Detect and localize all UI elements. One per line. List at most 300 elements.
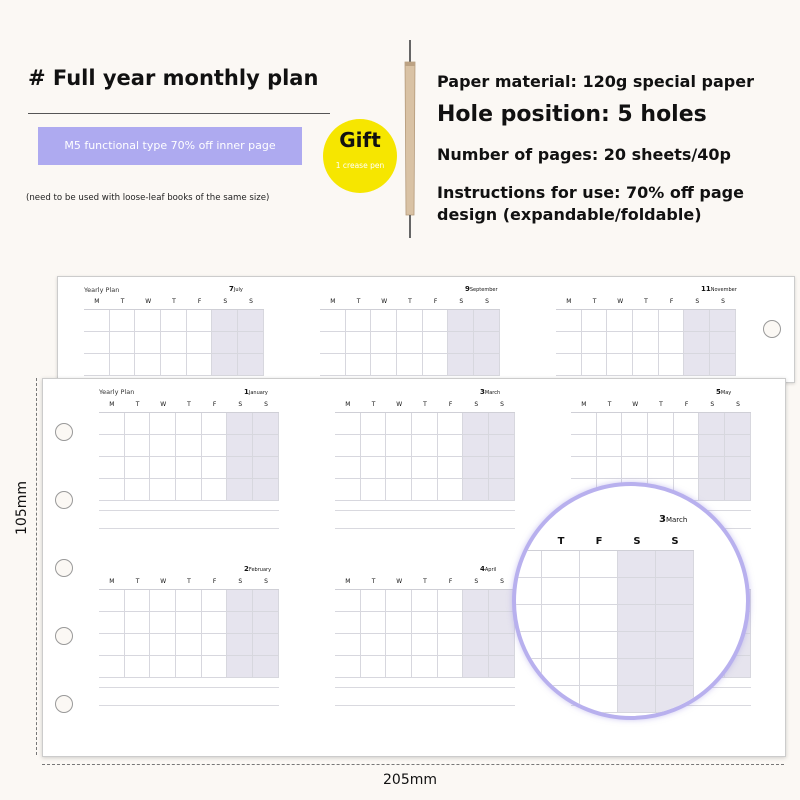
day-cell bbox=[597, 435, 623, 456]
zoom-day-cell bbox=[542, 632, 580, 658]
month-label bbox=[229, 285, 243, 293]
day-cell bbox=[438, 457, 464, 478]
month-label bbox=[244, 565, 271, 573]
weekend-cell bbox=[463, 590, 489, 611]
day-cell bbox=[438, 479, 464, 500]
day-cell bbox=[125, 634, 151, 655]
weekend-cell bbox=[448, 332, 474, 353]
weekend-cell bbox=[684, 332, 710, 353]
weekday-header bbox=[99, 401, 279, 408]
height-dimension: 105mm bbox=[14, 481, 30, 535]
day-cell bbox=[176, 413, 202, 434]
day-cell bbox=[150, 413, 176, 434]
weekday-label: T bbox=[187, 578, 191, 585]
notes-line bbox=[99, 687, 279, 688]
calendar-grid bbox=[320, 309, 500, 376]
weekend-cell bbox=[710, 354, 736, 375]
punch-hole bbox=[55, 627, 73, 645]
weekend-cell bbox=[227, 457, 253, 478]
day-cell bbox=[412, 435, 438, 456]
day-cell bbox=[412, 413, 438, 434]
day-cell bbox=[659, 332, 685, 353]
month-name: May bbox=[720, 390, 732, 396]
day-cell bbox=[438, 634, 464, 655]
day-cell bbox=[110, 354, 136, 375]
zoom-day-cell bbox=[516, 659, 542, 685]
weekday-label: M bbox=[109, 401, 115, 408]
day-cell bbox=[202, 590, 228, 611]
grid-row bbox=[556, 310, 736, 332]
punch-hole bbox=[55, 423, 73, 441]
zoom-weekend-cell bbox=[656, 632, 694, 658]
day-cell bbox=[320, 332, 346, 353]
weekday-header bbox=[99, 578, 279, 585]
day-cell bbox=[125, 656, 151, 677]
weekday-label: M bbox=[330, 298, 336, 305]
day-cell bbox=[176, 634, 202, 655]
grid-row bbox=[320, 332, 500, 354]
calendar-grid bbox=[335, 589, 515, 678]
day-cell bbox=[423, 332, 449, 353]
day-cell bbox=[346, 310, 372, 331]
day-cell bbox=[423, 354, 449, 375]
month-name: April bbox=[484, 567, 497, 573]
day-cell bbox=[335, 612, 361, 633]
day-cell bbox=[99, 590, 125, 611]
crease-pen-image bbox=[400, 40, 420, 240]
day-cell bbox=[622, 435, 648, 456]
weekend-cell bbox=[489, 612, 515, 633]
month-label bbox=[716, 388, 731, 396]
day-cell bbox=[361, 479, 387, 500]
day-cell bbox=[99, 413, 125, 434]
day-cell bbox=[361, 634, 387, 655]
weekday-label: S bbox=[710, 401, 715, 408]
weekend-cell bbox=[253, 612, 279, 633]
weekday-header bbox=[335, 578, 515, 585]
day-cell bbox=[361, 435, 387, 456]
day-cell bbox=[202, 479, 228, 500]
day-cell bbox=[84, 332, 110, 353]
weekend-cell bbox=[253, 435, 279, 456]
day-cell bbox=[135, 354, 161, 375]
day-cell bbox=[176, 656, 202, 677]
punch-hole bbox=[55, 491, 73, 509]
weekday-label: T bbox=[408, 298, 412, 305]
month-number: 2 bbox=[244, 565, 249, 573]
day-cell bbox=[633, 354, 659, 375]
day-cell bbox=[99, 656, 125, 677]
calendar-grid bbox=[99, 589, 279, 678]
grid-row bbox=[99, 435, 279, 457]
usage-note: (need to be used with loose-leaf books of the same size) bbox=[26, 193, 270, 203]
zoom-month-name: March bbox=[665, 516, 688, 524]
day-cell bbox=[361, 612, 387, 633]
weekend-cell bbox=[489, 590, 515, 611]
day-cell bbox=[110, 332, 136, 353]
day-cell bbox=[99, 435, 125, 456]
day-cell bbox=[371, 310, 397, 331]
day-cell bbox=[438, 435, 464, 456]
weekend-cell bbox=[253, 413, 279, 434]
weekend-cell bbox=[463, 612, 489, 633]
weekday-label: T bbox=[592, 298, 597, 305]
weekday-label: W bbox=[145, 298, 152, 305]
zoom-magnifier bbox=[512, 482, 750, 720]
calendar-grid bbox=[99, 412, 279, 501]
day-cell bbox=[607, 310, 633, 331]
weekend-cell bbox=[238, 354, 264, 375]
zoom-day-cell bbox=[542, 605, 580, 631]
day-cell bbox=[125, 479, 151, 500]
day-cell bbox=[99, 479, 125, 500]
day-cell bbox=[335, 413, 361, 434]
zoom-day-cell bbox=[580, 659, 618, 685]
weekend-cell bbox=[474, 310, 500, 331]
day-cell bbox=[176, 457, 202, 478]
month-number: 9 bbox=[465, 285, 470, 293]
weekday-label: T bbox=[187, 401, 191, 408]
spec-material: Paper material: 120g special paper bbox=[437, 72, 754, 91]
weekend-cell bbox=[725, 413, 751, 434]
zoom-weekday-label: T bbox=[557, 536, 565, 547]
zoom-weekend-cell bbox=[656, 659, 694, 685]
day-cell bbox=[202, 656, 228, 677]
weekend-cell bbox=[212, 354, 238, 375]
zoom-day-cell bbox=[516, 605, 542, 631]
notes-line bbox=[99, 510, 279, 511]
grid-row bbox=[99, 413, 279, 435]
day-cell bbox=[187, 310, 213, 331]
day-cell bbox=[150, 590, 176, 611]
month-name: January bbox=[248, 390, 268, 396]
month-number: 5 bbox=[716, 388, 721, 396]
zoom-month-label bbox=[659, 514, 687, 525]
weekday-label: M bbox=[581, 401, 587, 408]
grid-row bbox=[84, 310, 264, 332]
day-cell bbox=[150, 435, 176, 456]
day-cell bbox=[386, 590, 412, 611]
day-cell bbox=[202, 413, 228, 434]
grid-row bbox=[99, 612, 279, 634]
weekday-label: T bbox=[356, 298, 361, 305]
grid-row bbox=[571, 413, 751, 435]
weekday-label: M bbox=[94, 298, 100, 305]
day-cell bbox=[176, 435, 202, 456]
day-cell bbox=[438, 413, 464, 434]
day-cell bbox=[386, 479, 412, 500]
day-cell bbox=[412, 612, 438, 633]
day-cell bbox=[648, 457, 674, 478]
zoom-grid-row bbox=[516, 659, 694, 686]
grid-row bbox=[335, 435, 515, 457]
zoom-weekend-cell bbox=[656, 605, 694, 631]
punch-hole bbox=[763, 320, 781, 338]
weekday-label: W bbox=[632, 401, 639, 408]
weekend-cell bbox=[463, 457, 489, 478]
width-dimension: 205mm bbox=[383, 772, 437, 788]
day-cell bbox=[438, 656, 464, 677]
weekday-label: T bbox=[644, 298, 648, 305]
grid-row bbox=[99, 634, 279, 656]
month-name: September bbox=[469, 287, 498, 293]
day-cell bbox=[674, 413, 700, 434]
weekday-label: F bbox=[433, 298, 438, 305]
weekday-label: F bbox=[684, 401, 689, 408]
zoom-weekend-cell bbox=[618, 605, 656, 631]
month-label bbox=[480, 565, 496, 573]
weekday-header bbox=[84, 298, 264, 305]
day-cell bbox=[99, 457, 125, 478]
weekend-cell bbox=[227, 479, 253, 500]
day-cell bbox=[412, 457, 438, 478]
day-cell bbox=[386, 634, 412, 655]
day-cell bbox=[150, 612, 176, 633]
weekend-cell bbox=[489, 413, 515, 434]
calendar-grid bbox=[335, 412, 515, 501]
weekend-cell bbox=[699, 457, 725, 478]
weekend-cell bbox=[699, 479, 725, 500]
weekday-label: T bbox=[371, 401, 376, 408]
grid-row bbox=[556, 332, 736, 354]
weekday-label: S bbox=[474, 578, 479, 585]
month-name: March bbox=[484, 390, 501, 396]
weekday-label: S bbox=[695, 298, 700, 305]
spec-instructions bbox=[437, 182, 744, 226]
day-cell bbox=[99, 612, 125, 633]
day-cell bbox=[202, 634, 228, 655]
weekend-cell bbox=[463, 413, 489, 434]
day-cell bbox=[386, 612, 412, 633]
weekday-label: S bbox=[500, 401, 504, 408]
weekend-cell bbox=[463, 479, 489, 500]
day-cell bbox=[438, 590, 464, 611]
day-cell bbox=[335, 656, 361, 677]
day-cell bbox=[125, 457, 151, 478]
weekend-cell bbox=[253, 457, 279, 478]
weekday-label: T bbox=[607, 401, 612, 408]
zoom-weekday-label: S bbox=[633, 536, 641, 547]
month-number: 1 bbox=[244, 388, 249, 396]
weekday-label: W bbox=[381, 298, 388, 305]
weekday-label: S bbox=[249, 298, 253, 305]
day-cell bbox=[622, 457, 648, 478]
grid-row bbox=[571, 457, 751, 479]
spec-instructions-line1: Instructions for use: 70% off page bbox=[437, 183, 744, 202]
weekend-cell bbox=[489, 656, 515, 677]
day-cell bbox=[187, 332, 213, 353]
grid-row bbox=[320, 354, 500, 376]
month-label bbox=[701, 285, 737, 293]
weekend-cell bbox=[489, 479, 515, 500]
weekday-label: S bbox=[238, 401, 243, 408]
grid-row bbox=[84, 332, 264, 354]
grid-row bbox=[320, 310, 500, 332]
day-cell bbox=[150, 479, 176, 500]
day-cell bbox=[386, 435, 412, 456]
grid-row bbox=[99, 479, 279, 501]
headline: # Full year monthly plan bbox=[28, 66, 319, 90]
zoom-day-cell bbox=[580, 578, 618, 604]
day-cell bbox=[161, 354, 187, 375]
weekend-cell bbox=[227, 634, 253, 655]
weekday-label: W bbox=[160, 578, 167, 585]
grid-row bbox=[335, 656, 515, 678]
weekend-cell bbox=[489, 457, 515, 478]
day-cell bbox=[84, 310, 110, 331]
zoom-day-cell bbox=[580, 605, 618, 631]
month-name: November bbox=[710, 287, 737, 293]
notes-line bbox=[99, 528, 279, 529]
month-number: 11 bbox=[701, 285, 711, 293]
day-cell bbox=[335, 634, 361, 655]
month-label bbox=[244, 388, 268, 396]
weekday-label: T bbox=[423, 578, 427, 585]
grid-row bbox=[335, 634, 515, 656]
weekday-label: T bbox=[659, 401, 663, 408]
day-cell bbox=[335, 457, 361, 478]
zoom-weekday-label: F bbox=[595, 536, 603, 547]
month-number: 4 bbox=[480, 565, 485, 573]
weekend-cell bbox=[463, 634, 489, 655]
weekday-label: W bbox=[396, 578, 403, 585]
day-cell bbox=[386, 656, 412, 677]
grid-row bbox=[99, 656, 279, 678]
weekday-label: F bbox=[448, 401, 453, 408]
month-name: July bbox=[233, 287, 243, 293]
zoom-day-cell bbox=[516, 686, 542, 712]
day-cell bbox=[202, 435, 228, 456]
day-cell bbox=[125, 413, 151, 434]
weekday-label: W bbox=[396, 401, 403, 408]
weekend-cell bbox=[699, 413, 725, 434]
day-cell bbox=[397, 310, 423, 331]
month-label bbox=[480, 388, 500, 396]
zoom-weekend-cell bbox=[656, 578, 694, 604]
day-cell bbox=[320, 310, 346, 331]
zoom-weekend-cell bbox=[656, 686, 694, 712]
weekend-cell bbox=[238, 310, 264, 331]
weekday-label: T bbox=[371, 578, 376, 585]
weekday-label: T bbox=[120, 298, 125, 305]
zoom-weekend-cell bbox=[618, 551, 656, 577]
day-cell bbox=[633, 332, 659, 353]
weekday-label: F bbox=[212, 578, 217, 585]
weekday-header bbox=[571, 401, 751, 408]
weekday-label: M bbox=[345, 578, 351, 585]
zoom-day-cell bbox=[542, 578, 580, 604]
day-cell bbox=[412, 590, 438, 611]
weekend-cell bbox=[725, 457, 751, 478]
month-name: February bbox=[248, 567, 272, 573]
day-cell bbox=[99, 634, 125, 655]
weekday-label: T bbox=[423, 401, 427, 408]
weekend-cell bbox=[463, 656, 489, 677]
month-label bbox=[465, 285, 498, 293]
weekday-label: S bbox=[500, 578, 504, 585]
day-cell bbox=[597, 413, 623, 434]
zoom-day-cell bbox=[580, 686, 618, 712]
day-cell bbox=[571, 457, 597, 478]
day-cell bbox=[150, 457, 176, 478]
zoom-weekend-cell bbox=[618, 686, 656, 712]
day-cell bbox=[176, 590, 202, 611]
day-cell bbox=[125, 590, 151, 611]
back-sheet bbox=[57, 276, 795, 383]
day-cell bbox=[361, 413, 387, 434]
weekend-cell bbox=[489, 634, 515, 655]
day-cell bbox=[150, 634, 176, 655]
day-cell bbox=[125, 612, 151, 633]
weekend-cell bbox=[253, 634, 279, 655]
weekend-cell bbox=[489, 435, 515, 456]
spec-instructions-line2: design (expandable/foldable) bbox=[437, 205, 702, 224]
day-cell bbox=[607, 332, 633, 353]
day-cell bbox=[202, 612, 228, 633]
day-cell bbox=[371, 332, 397, 353]
punch-hole bbox=[55, 695, 73, 713]
day-cell bbox=[335, 590, 361, 611]
weekend-cell bbox=[253, 656, 279, 677]
day-cell bbox=[150, 656, 176, 677]
zoom-grid-row bbox=[516, 686, 694, 713]
day-cell bbox=[320, 354, 346, 375]
day-cell bbox=[397, 354, 423, 375]
weekend-cell bbox=[253, 479, 279, 500]
day-cell bbox=[361, 590, 387, 611]
weekend-cell bbox=[227, 413, 253, 434]
notes-line bbox=[335, 705, 515, 706]
grid-row bbox=[99, 457, 279, 479]
weekday-label: M bbox=[109, 578, 115, 585]
grid-row bbox=[335, 479, 515, 501]
back-sheet-title: Yearly Plan bbox=[84, 286, 120, 294]
weekday-label: F bbox=[448, 578, 453, 585]
product-type-banner: M5 functional type 70% off inner page bbox=[38, 127, 302, 165]
zoom-month-num: 3 bbox=[659, 514, 666, 525]
day-cell bbox=[674, 435, 700, 456]
day-cell bbox=[176, 612, 202, 633]
calendar-grid bbox=[84, 309, 264, 376]
month-number: 7 bbox=[229, 285, 234, 293]
notes-line bbox=[335, 687, 515, 688]
day-cell bbox=[423, 310, 449, 331]
weekday-header bbox=[335, 401, 515, 408]
zoom-day-cell bbox=[580, 551, 618, 577]
headline-divider bbox=[28, 113, 330, 114]
weekday-label: S bbox=[264, 578, 268, 585]
weekday-label: S bbox=[736, 401, 740, 408]
weekend-cell bbox=[227, 612, 253, 633]
day-cell bbox=[674, 457, 700, 478]
day-cell bbox=[622, 413, 648, 434]
weekday-label: S bbox=[474, 401, 479, 408]
zoom-day-cell bbox=[542, 551, 580, 577]
day-cell bbox=[371, 354, 397, 375]
day-cell bbox=[556, 310, 582, 331]
day-cell bbox=[135, 332, 161, 353]
zoom-weekday-label: S bbox=[671, 536, 679, 547]
weekday-label: F bbox=[669, 298, 674, 305]
weekend-cell bbox=[699, 435, 725, 456]
spec-pages: Number of pages: 20 sheets/40p bbox=[437, 145, 731, 164]
punch-hole bbox=[55, 559, 73, 577]
day-cell bbox=[161, 310, 187, 331]
weekend-cell bbox=[212, 310, 238, 331]
day-cell bbox=[202, 457, 228, 478]
weekday-label: T bbox=[135, 578, 140, 585]
grid-row bbox=[335, 590, 515, 612]
